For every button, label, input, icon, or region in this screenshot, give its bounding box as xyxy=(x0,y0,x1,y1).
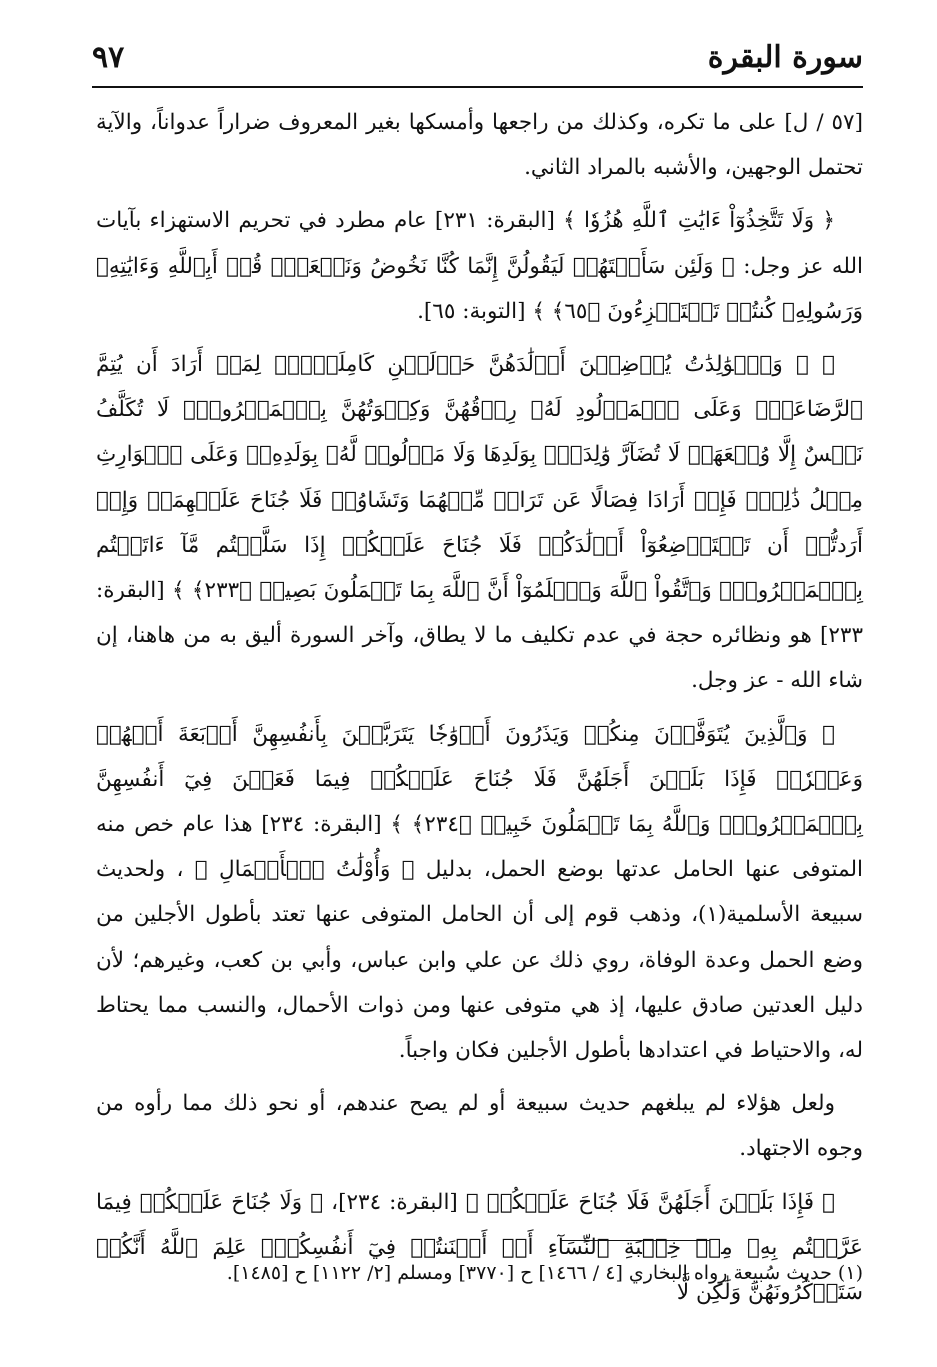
page-header xyxy=(92,30,863,88)
paragraph-1: [٥٧ / ل] على ما تكره، وكذلك من راجعها وأمسكها بغير المعروف ضراراً عدواناً، والآية تحتمل الوجهين، والأشبه بالمراد الثاني. xyxy=(96,110,863,181)
body-text xyxy=(96,100,863,1323)
surah-title: سورة البقرة xyxy=(707,40,863,75)
paragraph-2: ﴿ وَلَا تَتَّخِذُوٓاْ ءَايَٰتِ ٱللَّهِ هُزُوٗا ﴾ [البقرة: ٢٣١] عام مطرد في تحريم الاستهزاء بآيات الله عز وجل: ﴿ وَلَئِن سَأَلۡتَهُمۡ لَيَقُولُنَّ إِنَّمَا كُنَّا نَخُوضُ وَنَلۡعَبُۚ قُلۡ أَبِٱللَّهِ وَءَايَٰتِهِۦ وَرَسُولِهِۦ كُنتُمۡ تَسۡتَهۡزِءُونَ ﴿٦٥﴾ ﴾ [التوبة: ٦٥]. xyxy=(96,208,863,324)
paragraph-6: ﴿ فَإِذَا بَلَغۡنَ أَجَلَهُنَّ فَلَا جُنَاحَ عَلَيۡكُمۡ ﴾ [البقرة: ٢٣٤]، ﴿ وَلَا جُنَاحَ عَلَيۡكُمۡ فِيمَا عَرَّضۡتُم بِهِۦ مِنۡ خِطۡبَةِ ٱلنِّسَآءِ أَوۡ أَكۡنَنتُمۡ فِيٓ أَنفُسِكُمۡۚ عَلِمَ ٱللَّهُ أَنَّكُمۡ سَتَذۡكُرُونَهُنَّ وَلَٰكِن لَّا xyxy=(96,1189,863,1306)
paragraph-4: ﴿ وَٱلَّذِينَ يُتَوَفَّوۡنَ مِنكُمۡ وَيَذَرُونَ أَزۡوَٰجٗا يَتَرَبَّصۡنَ بِأَنفُسِهِنَّ أَرۡبَعَةَ أَشۡهُرٖ وَعَشۡرٗاۖ فَإِذَا بَلَغۡنَ أَجَلَهُنَّ فَلَا جُنَاحَ عَلَيۡكُمۡ فِيمَا فَعَلۡنَ فِيٓ أَنفُسِهِنَّ بِٱلۡمَعۡرُوفِۗ وَٱللَّهُ بِمَا تَعۡمَلُونَ خَبِيرٞ ﴿٢٣٤﴾ ﴾ [البقرة: ٢٣٤] هذا عام خص منه المتوفى عنها الحامل عدتها بوضع الحمل، بدليل ﴿ وَأُوْلَٰتُ ٱلۡأَحۡمَالِ ﴾ ، ولحديث سبيعة الأسلمية(١)، وذهب قوم إلى أن الحامل المتوفى عنها تعتد بأطول الأجلين من وضع الحمل وعدة الوفاة، روي ذلك عن علي وابن عباس، وأبي بن كعب، وغيرهم؛ لأن دليل العدتين صادق عليها، إذ هي متوفى عنها ومن ذوات الأحمال، والنسب مما يحتاط له، والاحتياط في اعتدادها بأطول الأجلين فكان واجباً. xyxy=(96,721,863,1064)
footnote: (١) حديث سُبيعة رواه البخاري [٤ / ١٤٦٦] ح [٣٧٧٠] ومسلم [٢/ ١١٢٢] ح [١٤٨٥]. xyxy=(226,1262,863,1284)
paragraph-5: ولعل هؤلاء لم يبلغهم حديث سبيعة أو لم يصح عندهم، أو نحو ذلك مما رأوه من وجوه الاجتهاد. xyxy=(96,1091,863,1162)
footnote-divider xyxy=(560,1240,710,1241)
paragraph-3: ﴿ ۞ وَٱلۡوَٰلِدَٰتُ يُرۡضِعۡنَ أَوۡلَٰدَهُنَّ حَوۡلَيۡنِ كَامِلَيۡنِۖ لِمَنۡ أَرَادَ أَن يُتِمَّ ٱلرَّضَاعَةَۚ وَعَلَى ٱلۡمَوۡلُودِ لَهُۥ رِزۡقُهُنَّ وَكِسۡوَتُهُنَّ بِٱلۡمَعۡرُوفِۚ لَا تُكَلَّفُ نَفۡسٌ إِلَّا وُسۡعَهَاۚ لَا تُضَآرَّ وَٰلِدَةُۢ بِوَلَدِهَا وَلَا مَوۡلُودٞ لَّهُۥ بِوَلَدِهِۦۚ وَعَلَى ٱلۡوَارِثِ مِثۡلُ ذَٰلِكَۗ فَإِنۡ أَرَادَا فِصَالًا عَن تَرَاضٖ مِّنۡهُمَا وَتَشَاوُرٖ فَلَا جُنَاحَ عَلَيۡهِمَاۗ وَإِنۡ أَرَدتُّمۡ أَن تَسۡتَرۡضِعُوٓاْ أَوۡلَٰدَكُمۡ فَلَا جُنَاحَ عَلَيۡكُمۡ إِذَا سَلَّمۡتُم مَّآ ءَاتَيۡتُم بِٱلۡمَعۡرُوفِۗ وَٱتَّقُواْ ٱللَّهَ وَٱعۡلَمُوٓاْ أَنَّ ٱللَّهَ بِمَا تَعۡمَلُونَ بَصِيرٞ ﴿٢٣٣﴾ ﴾ [البقرة: ٢٣٣] هو ونظائره حجة في عدم تكليف ما لا يطاق، وآخر السورة أليق به من هاهنا، إن شاء الله - عز وجل. xyxy=(96,352,863,694)
page-number: ٩٧ xyxy=(92,40,125,75)
